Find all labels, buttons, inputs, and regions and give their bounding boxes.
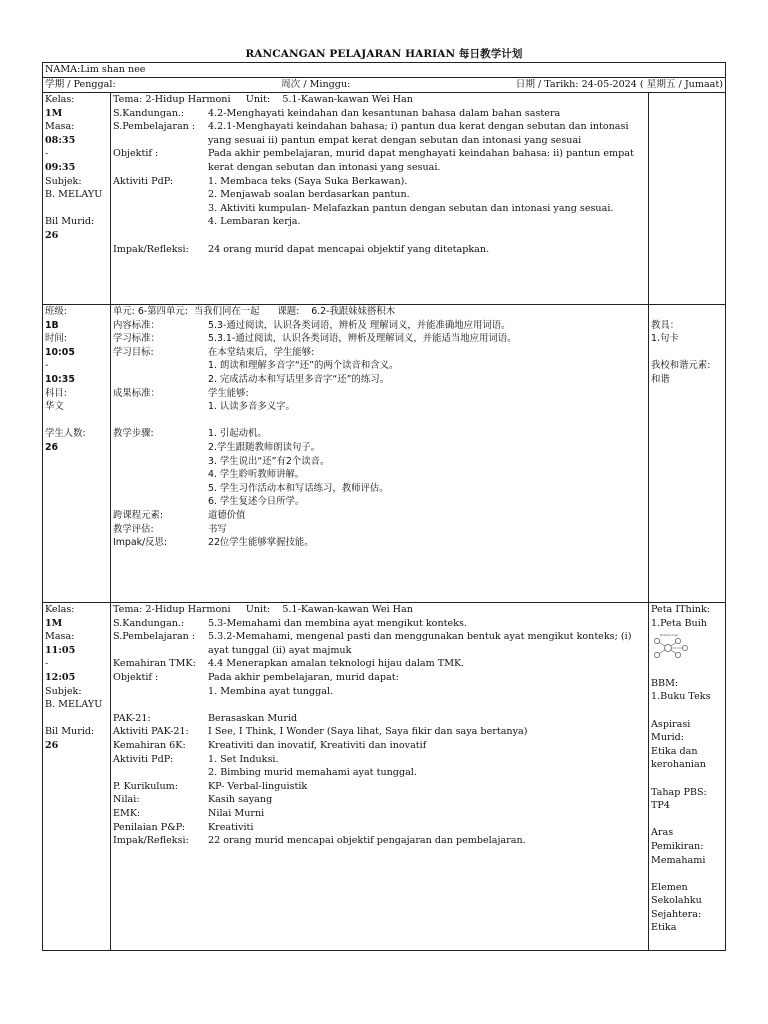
info-line bbox=[45, 202, 108, 216]
info-line: 09:35 bbox=[45, 161, 76, 173]
row-label bbox=[113, 359, 208, 373]
info-line bbox=[45, 712, 108, 726]
row-value: 5.3.1-通过阅读，认识各类词语，辨析及理解词义，并能适当地应用词语。 bbox=[208, 333, 517, 345]
row-value: 在本堂结束后，学生能够: bbox=[208, 346, 315, 358]
row-label: Kemahiran TMK: bbox=[113, 658, 196, 670]
info-line: Subjek: bbox=[45, 175, 82, 187]
resource-line: 教具： bbox=[651, 319, 680, 331]
row-value: 4.2.1-Menghayati keindahan bahasa; i) pantun dua kerat dengan sebutan dan intonasi yang sesuai ii) pantun empat kerat dengan sebutan dan intonasi yang sesuai bbox=[208, 121, 629, 146]
row-label: Tema: 2-Hidup Harmoni Unit: 5.1-Kawan-kawan Wei Han bbox=[113, 94, 413, 105]
row-value: 1. 朗读和理解多音字“还”的两个读音和含义。 bbox=[208, 360, 399, 372]
row-label: 成果标准： bbox=[113, 387, 160, 399]
row-label bbox=[113, 495, 208, 509]
row-label: 跨课程元素: bbox=[113, 509, 164, 521]
resource-line: Etika bbox=[651, 922, 677, 934]
info-line: 时间: bbox=[45, 333, 67, 345]
resource-line: Pemikiran: bbox=[651, 840, 704, 852]
row-label bbox=[113, 685, 208, 699]
resource-line: Aspirasi Murid: bbox=[651, 718, 691, 744]
info-line: Kelas: bbox=[45, 604, 75, 615]
row-value: Pada akhir pembelajaran, murid dapat: bbox=[208, 671, 399, 683]
info-line: 26 bbox=[45, 229, 59, 241]
lesson3-content bbox=[111, 603, 649, 951]
lesson1-resources bbox=[649, 93, 726, 305]
page-title: RANCANGAN PELAJARAN HARIAN 每日教学计划 bbox=[245, 48, 523, 60]
row-value: 1. Membina ayat tunggal. bbox=[208, 685, 334, 697]
lesson3-info bbox=[43, 603, 111, 951]
row-label: Impak/反思: bbox=[113, 537, 168, 549]
lesson1-info bbox=[43, 93, 111, 305]
resource-line: Sejahtera: bbox=[651, 908, 702, 920]
row-label: EMK: bbox=[113, 807, 141, 819]
info-line: 11:05 bbox=[45, 644, 76, 656]
lesson-rows bbox=[113, 93, 646, 256]
resource-line bbox=[651, 663, 723, 677]
row-value: 1. Set Induksi. bbox=[208, 753, 279, 765]
info-line: 科目: bbox=[45, 387, 67, 399]
row-value: 4. 学生聆听教师讲解。 bbox=[208, 469, 305, 481]
info-line: Bil Murid: bbox=[45, 216, 95, 228]
bubble-map-icon bbox=[651, 631, 693, 661]
lesson3-resources bbox=[649, 603, 726, 951]
row-value: 道德价值 bbox=[208, 509, 246, 521]
row-label: S.Pembelajaran : bbox=[113, 631, 196, 643]
row-label bbox=[113, 215, 208, 229]
row-value: Kasih sayang bbox=[208, 794, 273, 806]
row-value: 2. 完成活动本和写话里多音字“还”的练习。 bbox=[208, 373, 390, 385]
info-line: 班级: bbox=[45, 306, 67, 317]
row-value: 2.学生跟随教师朗读句子。 bbox=[208, 441, 321, 453]
info-line: - bbox=[45, 658, 49, 670]
row-label: S.Kandungan.: bbox=[113, 617, 185, 629]
row-label: Nilai: bbox=[113, 794, 140, 806]
teacher-name: NAMA:Lim shan nee bbox=[45, 64, 146, 75]
resource-line: Peta IThink: bbox=[651, 604, 710, 615]
date-label: 日期 / Tarikh: 24-05-2024 ( 星期五 / Jumaat) bbox=[515, 79, 723, 90]
resource-line: 1.Peta Buih bbox=[651, 617, 707, 629]
row-value: 22位学生能够掌握技能。 bbox=[208, 537, 314, 549]
info-line: Kelas: bbox=[45, 94, 75, 105]
row-label: 教学步骤: bbox=[113, 428, 154, 440]
row-label: 内容标准： bbox=[113, 319, 160, 331]
row-label bbox=[113, 468, 208, 482]
row-label bbox=[113, 188, 208, 202]
row-label: Impak/Refleksi: bbox=[113, 835, 189, 847]
lesson1-content bbox=[111, 93, 649, 305]
info-line: 10:05 bbox=[45, 346, 75, 358]
week-label: 周次 / Minggu: bbox=[281, 79, 351, 90]
resource-line bbox=[651, 305, 723, 319]
lesson2-info bbox=[43, 305, 111, 603]
resource-line: Etika dan bbox=[651, 745, 698, 757]
row-label: 单元: 6-第四单元: 当我们同在一起 课题: 6.2-我跟妹妹搭积木 bbox=[113, 306, 396, 317]
lesson-plan-table bbox=[42, 62, 726, 951]
row-value bbox=[208, 414, 646, 428]
info-line: 26 bbox=[45, 441, 59, 453]
row-value: Kreativiti dan inovatif, Kreativiti dan inovatif bbox=[208, 739, 427, 751]
row-label: Penilaian P&P: bbox=[113, 821, 186, 833]
row-label: S.Pembelajaran : bbox=[113, 121, 196, 133]
resource-line bbox=[651, 813, 723, 827]
row-label: S.Kandungan.: bbox=[113, 107, 185, 119]
row-value: 书写 bbox=[208, 523, 227, 535]
row-value: 5. 学生习作活动本和写话练习，教师评估。 bbox=[208, 482, 389, 494]
row-label: PAK-21: bbox=[113, 712, 151, 724]
row-label bbox=[113, 400, 208, 414]
row-label: Objektif : bbox=[113, 148, 159, 160]
info-line: 10:35 bbox=[45, 373, 75, 385]
resource-line: Tahap PBS: bbox=[651, 786, 707, 798]
row-value: Berasaskan Murid bbox=[208, 712, 298, 724]
row-label: 学习标准： bbox=[113, 333, 160, 345]
resource-line: Aras bbox=[651, 827, 674, 839]
info-line: Masa: bbox=[45, 121, 75, 133]
resource-line bbox=[651, 346, 723, 360]
info-line: 1M bbox=[45, 617, 63, 629]
resource-line bbox=[651, 867, 723, 881]
row-value: 5.3-通过阅读，认识各类词语，辨析及 理解词义，并能准确地应用词语。 bbox=[208, 319, 511, 331]
name-cell bbox=[43, 63, 726, 78]
resource-line: 我校和谐元素: bbox=[651, 360, 711, 372]
info-line: Bil Murid: bbox=[45, 726, 95, 738]
info-line: 08:35 bbox=[45, 134, 76, 146]
row-label: Tema: 2-Hidup Harmoni Unit: 5.1-Kawan-kawan Wei Han bbox=[113, 604, 413, 615]
row-value bbox=[208, 229, 646, 243]
row-value: 5.3.2-Memahami, mengenal pasti dan menggunakan bentuk ayat mengikut konteks; (i) ayat tunggal (ii) ayat majmuk bbox=[208, 631, 632, 656]
info-line: 学生人数: bbox=[45, 428, 86, 440]
row-value: 5.3-Memahami dan membina ayat mengikut konteks. bbox=[208, 617, 467, 629]
resource-line: 和谐 bbox=[651, 373, 670, 385]
row-label: Aktiviti PdP: bbox=[113, 753, 174, 765]
row-value bbox=[208, 698, 646, 712]
info-line: Subjek: bbox=[45, 685, 82, 697]
resource-line: Elemen bbox=[651, 881, 688, 893]
lesson2-content bbox=[111, 305, 649, 603]
row-label: Impak/Refleksi: bbox=[113, 243, 189, 255]
resource-line bbox=[651, 772, 723, 786]
row-label bbox=[113, 414, 208, 428]
row-label: 教学评估: bbox=[113, 523, 154, 535]
info-line: Masa: bbox=[45, 631, 75, 643]
row-label bbox=[113, 441, 208, 455]
row-label bbox=[113, 229, 208, 243]
info-line: 12:05 bbox=[45, 671, 76, 683]
row-label: P. Kurikulum: bbox=[113, 780, 178, 792]
info-line: B. MELAYU bbox=[45, 189, 103, 201]
row-label bbox=[113, 455, 208, 469]
resource-line: Memahami bbox=[651, 854, 706, 866]
row-value: 3. 学生说出“还”有2个读音。 bbox=[208, 455, 330, 467]
row-value: 6. 学生复述今日所学。 bbox=[208, 496, 305, 508]
row-value: 2. Menjawab soalan berdasarkan pantun. bbox=[208, 189, 410, 201]
row-label bbox=[113, 202, 208, 216]
row-value: 1. 引起动机。 bbox=[208, 428, 267, 440]
info-line bbox=[45, 414, 108, 428]
row-label: Objektif : bbox=[113, 671, 159, 683]
row-value: 24 orang murid dapat mencapai objektif yang ditetapkan. bbox=[208, 243, 490, 255]
info-line: - bbox=[45, 148, 49, 160]
row-value: Kreativiti bbox=[208, 821, 254, 833]
resource-line: 1.句卡 bbox=[651, 333, 679, 345]
lesson2-resources bbox=[649, 305, 726, 603]
info-line: 华文 bbox=[45, 401, 64, 413]
row-value: Nilai Murni bbox=[208, 807, 265, 819]
row-value: KP- Verbal-linguistik bbox=[208, 780, 308, 792]
bubble-map-caption: Bubble map bbox=[660, 633, 679, 638]
row-value: 3. Aktiviti kumpulan- Melafazkan pantun dengan sebutan dan intonasi yang sesuai. bbox=[208, 202, 614, 214]
row-label bbox=[113, 766, 208, 780]
term-label: 学期 / Penggal: bbox=[45, 79, 116, 90]
row-label: Kemahiran 6K: bbox=[113, 739, 186, 751]
resource-line: kerohanian bbox=[651, 759, 706, 771]
row-value: 学生能够: bbox=[208, 387, 249, 399]
info-line: 26 bbox=[45, 739, 59, 751]
resource-line: 1.Buku Teks bbox=[651, 691, 711, 703]
row-label bbox=[113, 373, 208, 387]
lesson-rows bbox=[113, 305, 646, 550]
row-value: 4.2-Menghayati keindahan dan kesantunan bahasa dalam bahan sastera bbox=[208, 107, 561, 119]
resource-line: Sekolahku bbox=[651, 895, 702, 907]
row-label bbox=[113, 698, 208, 712]
row-value: 4. Lembaran kerja. bbox=[208, 216, 301, 228]
info-line: - bbox=[45, 360, 49, 372]
row-label bbox=[113, 482, 208, 496]
resource-line: TP4 bbox=[651, 800, 670, 812]
row-label: Aktiviti PdP: bbox=[113, 175, 174, 187]
term-row bbox=[43, 78, 726, 93]
info-line: 1B bbox=[45, 319, 59, 331]
info-line: B. MELAYU bbox=[45, 699, 103, 711]
resource-line: BBM: bbox=[651, 677, 679, 689]
row-label: Aktiviti PAK-21: bbox=[113, 726, 189, 738]
row-value: 22 orang murid mencapai objektif pengajaran dan pembelajaran. bbox=[208, 835, 526, 847]
resource-line bbox=[651, 704, 723, 718]
row-value: Pada akhir pembelajaran, murid dapat menghayati keindahan bahasa: ii) pantun empat kerat dengan sebutan dan intonasi yang sesuai. bbox=[208, 148, 634, 173]
row-value: 1. 认读多音多义字。 bbox=[208, 401, 295, 413]
row-value: 1. Membaca teks (Saya Suka Berkawan). bbox=[208, 175, 408, 187]
row-label: 学习目标: bbox=[113, 346, 154, 358]
row-value: I See, I Think, I Wonder (Saya lihat, Saya fikir dan saya bertanya) bbox=[208, 726, 528, 738]
lesson-rows bbox=[113, 603, 646, 848]
info-line: 1M bbox=[45, 107, 63, 119]
row-value: 2. Bimbing murid memahami ayat tunggal. bbox=[208, 767, 417, 779]
row-value: 4.4 Menerapkan amalan teknologi hijau dalam TMK. bbox=[208, 658, 465, 670]
